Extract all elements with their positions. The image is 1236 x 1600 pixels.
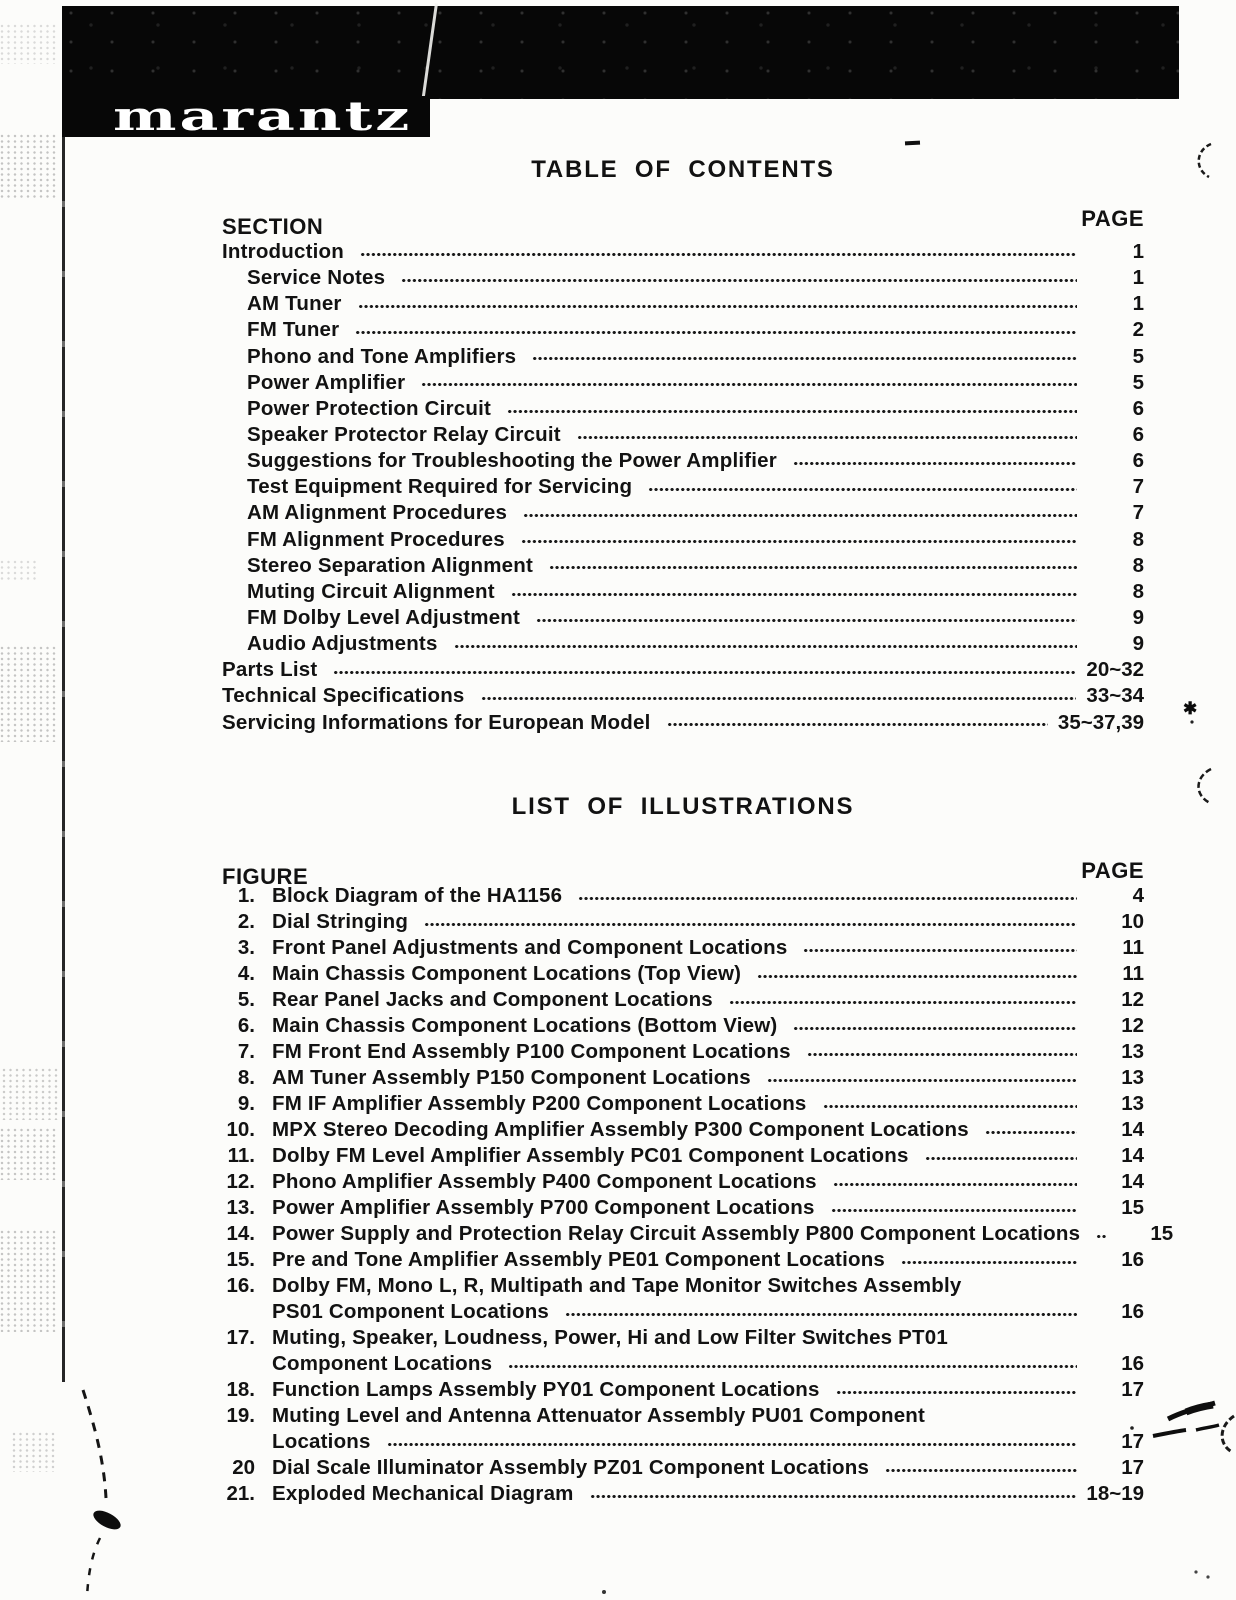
- figure-label: FM IF Amplifier Assembly P200 Component Locations: [272, 1092, 807, 1115]
- figure-page: 11: [1122, 936, 1144, 959]
- toc-row: [222, 449, 1144, 475]
- toc-row: [222, 345, 1144, 371]
- scan-scribble: [1168, 1403, 1215, 1419]
- figure-number: 9.: [237, 1092, 255, 1115]
- scan-curl-stroke: [83, 1390, 106, 1498]
- figure-page: 4: [1132, 884, 1144, 907]
- figure-label-continuation: Component Locations: [272, 1352, 493, 1375]
- dot-leader: [757, 974, 1077, 979]
- toc-row: [222, 423, 1144, 449]
- toc-entry-label: Audio Adjustments: [247, 632, 438, 656]
- dot-leader: [401, 278, 1077, 283]
- dot-leader: [836, 1390, 1077, 1395]
- header-band: [62, 6, 1179, 99]
- dot-leader: [901, 1260, 1077, 1265]
- dot-leader: [577, 435, 1077, 440]
- toc-entry-page: 8: [1132, 579, 1144, 603]
- toc-entry-label: Power Amplifier: [247, 370, 406, 394]
- figure-row: [222, 1378, 1144, 1404]
- toc-entry-page: 6: [1132, 422, 1144, 446]
- dot-leader: [1096, 1234, 1106, 1239]
- toc-entry-page: 1: [1132, 266, 1144, 290]
- toc-entry-page: 8: [1132, 527, 1144, 551]
- scan-noise-band: [0, 1128, 58, 1180]
- toc-entry-page: 9: [1132, 605, 1144, 629]
- toc-entry-label: Test Equipment Required for Servicing: [247, 475, 633, 499]
- scan-noise-band: [0, 1230, 58, 1332]
- toc-row: [222, 240, 1144, 266]
- dot-leader: [729, 1000, 1077, 1005]
- figure-label: Power Supply and Protection Relay Circuit Assembly P800 Component Locations: [272, 1222, 1081, 1245]
- figure-page: 16: [1121, 1352, 1144, 1375]
- figure-label: Exploded Mechanical Diagram: [272, 1482, 574, 1505]
- figure-number: 4.: [237, 962, 255, 985]
- figure-label: Muting Level and Antenna Attenuator Assembly PU01 Component: [272, 1404, 926, 1427]
- toc-row: [222, 397, 1144, 423]
- toc-entry-page: 7: [1132, 501, 1144, 525]
- dot-leader: [532, 356, 1077, 361]
- figure-number: 7.: [237, 1040, 255, 1063]
- dot-leader: [536, 618, 1077, 623]
- figure-entries: [222, 884, 1174, 1508]
- figure-row: [222, 1196, 1144, 1222]
- figure-row-continuation: [222, 1430, 1144, 1456]
- scan-noise-band: [12, 1432, 56, 1472]
- figure-page: 14: [1121, 1118, 1144, 1141]
- toc-entry-label: FM Alignment Procedures: [247, 527, 505, 551]
- toc-entry-page: 5: [1132, 370, 1144, 394]
- dot-leader: [424, 922, 1077, 927]
- figure-row: [222, 910, 1144, 936]
- figure-label: Rear Panel Jacks and Component Locations: [272, 988, 713, 1011]
- scan-speck: [1190, 720, 1193, 723]
- dot-leader: [549, 565, 1077, 570]
- figure-page: 18~19: [1086, 1482, 1144, 1505]
- toc-row: [222, 528, 1144, 554]
- dot-leader: [360, 252, 1077, 257]
- figure-row: [222, 1144, 1144, 1170]
- dot-leader: [507, 409, 1077, 414]
- toc-entry-page: 5: [1132, 344, 1144, 368]
- figure-number: 19.: [226, 1404, 255, 1427]
- toc-entry-page: 8: [1132, 553, 1144, 577]
- toc-entry-page: 6: [1132, 396, 1144, 420]
- figure-number: 21.: [226, 1482, 255, 1505]
- figure-page: 17: [1121, 1430, 1144, 1453]
- figure-page: 15: [1121, 1196, 1144, 1219]
- toc-row: [222, 684, 1144, 710]
- dot-leader: [358, 304, 1077, 309]
- figure-row: [222, 1092, 1144, 1118]
- toc-entry-label: Servicing Informations for European Model: [222, 710, 651, 734]
- toc-entry-label: Phono and Tone Amplifiers: [247, 344, 517, 368]
- dot-leader: [355, 330, 1077, 335]
- dot-leader: [421, 382, 1077, 387]
- figure-label: Dolby FM Level Amplifier Assembly PC01 Component Locations: [272, 1144, 909, 1167]
- figure-page: 12: [1121, 1014, 1144, 1037]
- dot-leader: [667, 722, 1048, 727]
- figure-page: 13: [1121, 1092, 1144, 1115]
- toc-row: [222, 606, 1144, 632]
- figure-row: [222, 884, 1144, 910]
- figure-number: 15.: [226, 1248, 255, 1271]
- figure-number: 8.: [237, 1066, 255, 1089]
- figure-number: 5.: [237, 988, 255, 1011]
- figure-page: 17: [1121, 1456, 1144, 1479]
- toc-entry-page: 9: [1132, 632, 1144, 656]
- scan-crescent-mark: [1222, 1416, 1234, 1452]
- toc-entry-page: 1: [1132, 240, 1144, 263]
- scan-scribble: [1186, 1405, 1213, 1412]
- figure-row: [222, 1066, 1144, 1092]
- scan-noise-band: [0, 134, 58, 198]
- toc-row: [222, 266, 1144, 292]
- toc-row: [222, 292, 1144, 318]
- figure-page: 16: [1121, 1300, 1144, 1323]
- dot-leader: [793, 461, 1077, 466]
- figure-page: 15: [1150, 1222, 1174, 1245]
- figure-row: [222, 1326, 1144, 1352]
- figure-page: 11: [1122, 962, 1144, 985]
- toc-row: [222, 658, 1144, 684]
- toc-col-page: PAGE: [1081, 206, 1144, 231]
- toc-row: [222, 501, 1144, 527]
- dot-leader: [648, 487, 1077, 492]
- figure-label: Block Diagram of the HA1156: [272, 884, 563, 907]
- figure-row: [222, 1222, 1174, 1248]
- dot-leader: [823, 1104, 1077, 1109]
- toc-entry-label: Introduction: [222, 240, 344, 263]
- figure-row: [222, 1014, 1144, 1040]
- dot-leader: [565, 1312, 1077, 1317]
- toc-entry-page: 7: [1132, 475, 1144, 499]
- brand-logo: [62, 92, 430, 140]
- figure-row: [222, 1118, 1144, 1144]
- figure-page: 10: [1121, 910, 1144, 933]
- scan-curl-stroke: [87, 1538, 100, 1598]
- toc-entry-label: Speaker Protector Relay Circuit: [247, 422, 561, 446]
- toc-entry-label: Technical Specifications: [222, 684, 465, 708]
- dot-leader: [454, 644, 1077, 649]
- figure-label: Pre and Tone Amplifier Assembly PE01 Component Locations: [272, 1248, 886, 1271]
- illustrations-col-figure: FIGURE: [222, 864, 309, 889]
- figure-number: 12.: [226, 1170, 255, 1193]
- scan-noise-band: [0, 646, 58, 742]
- toc-row: [222, 475, 1144, 501]
- figure-row-continuation: [222, 1352, 1144, 1378]
- figure-page: 16: [1121, 1248, 1144, 1271]
- figure-page: 12: [1121, 988, 1144, 1011]
- figure-row: [222, 988, 1144, 1014]
- dot-leader: [523, 513, 1077, 518]
- figure-label: Dial Scale Illuminator Assembly PZ01 Component Locations: [272, 1456, 870, 1479]
- figure-number: 1.: [237, 884, 255, 907]
- dot-leader: [803, 948, 1077, 953]
- toc-col-section: SECTION: [222, 214, 324, 239]
- scan-dash-mark: [905, 141, 920, 146]
- dot-leader: [985, 1130, 1077, 1135]
- figure-number: 13.: [226, 1196, 255, 1219]
- toc-entry-label: FM Dolby Level Adjustment: [247, 605, 521, 629]
- figure-row: [222, 1456, 1144, 1482]
- figure-page: 13: [1121, 1040, 1144, 1063]
- figure-number: 20: [232, 1456, 255, 1479]
- scan-crescent-mark: [1198, 769, 1211, 803]
- toc-entry-page: 33~34: [1086, 684, 1144, 708]
- toc-entry-label: Parts List: [222, 658, 318, 682]
- toc-row: [222, 554, 1144, 580]
- figure-number: 16.: [226, 1274, 255, 1297]
- dot-leader: [333, 670, 1076, 675]
- figure-label-continuation: Locations: [272, 1430, 371, 1453]
- scan-scribble: [1196, 1425, 1219, 1430]
- toc-row: [222, 371, 1144, 397]
- toc-entries: [222, 240, 1144, 737]
- scan-crescent-mark: [1199, 144, 1211, 177]
- dot-leader: [590, 1494, 1077, 1499]
- toc-entry-label: FM Tuner: [247, 318, 340, 342]
- dot-leader: [831, 1208, 1077, 1213]
- dot-leader: [387, 1442, 1077, 1447]
- dot-leader: [767, 1078, 1077, 1083]
- figure-label: Front Panel Adjustments and Component Locations: [272, 936, 788, 959]
- figure-label: AM Tuner Assembly P150 Component Locations: [272, 1066, 751, 1089]
- toc-entry-label: Muting Circuit Alignment: [247, 579, 495, 603]
- dot-leader: [481, 696, 1077, 701]
- figure-label: Dial Stringing: [272, 910, 409, 933]
- figure-number: 10.: [226, 1118, 255, 1141]
- figure-page: 14: [1121, 1170, 1144, 1193]
- figure-number: 18.: [226, 1378, 255, 1401]
- toc-entry-page: 6: [1132, 449, 1144, 473]
- toc-entry-label: AM Tuner: [247, 292, 342, 316]
- scan-noise-band: [0, 560, 36, 580]
- illustrations-block: [222, 858, 1174, 1508]
- figure-label: Power Amplifier Assembly P700 Component Locations: [272, 1196, 815, 1219]
- figure-label: Dolby FM, Mono L, R, Multipath and Tape Monitor Switches Assembly: [272, 1274, 962, 1297]
- figure-label: MPX Stereo Decoding Amplifier Assembly P300 Component Locations: [272, 1118, 969, 1141]
- toc-entry-label: Service Notes: [247, 266, 386, 290]
- figure-number: 3.: [237, 936, 255, 959]
- toc-block: [222, 206, 1144, 737]
- figure-label: Muting, Speaker, Loudness, Power, Hi and Low Filter Switches PT01: [272, 1326, 948, 1349]
- toc-entry-label: Stereo Separation Alignment: [247, 553, 533, 577]
- dot-leader: [793, 1026, 1077, 1031]
- illustrations-title: LIST OF ILLUSTRATIONS: [511, 793, 855, 820]
- figure-row: [222, 1274, 1144, 1300]
- figure-page: 13: [1121, 1066, 1144, 1089]
- figure-number: 2.: [237, 910, 255, 933]
- dot-leader: [521, 539, 1077, 544]
- figure-number: 6.: [237, 1014, 255, 1037]
- figure-label: Main Chassis Component Locations (Bottom View): [272, 1014, 778, 1037]
- toc-row: [222, 580, 1144, 606]
- figure-label: Function Lamps Assembly PY01 Component Locations: [272, 1378, 820, 1401]
- figure-row: [222, 1170, 1144, 1196]
- figure-label-continuation: PS01 Component Locations: [272, 1300, 550, 1323]
- toc-entry-page: 2: [1132, 318, 1144, 342]
- dot-leader: [925, 1156, 1077, 1161]
- toc-row: [222, 632, 1144, 658]
- scan-asterisk-mark: ✱: [1183, 699, 1198, 718]
- dot-leader: [511, 592, 1077, 597]
- toc-entry-page: 20~32: [1086, 658, 1144, 682]
- scan-ink-blob: [90, 1507, 123, 1533]
- brand-logo-text: marantz: [113, 92, 413, 140]
- figure-row: [222, 1248, 1144, 1274]
- scan-noise-band: [0, 24, 56, 64]
- toc-title: TABLE OF CONTENTS: [531, 156, 835, 183]
- figure-number: 11.: [227, 1144, 255, 1167]
- scan-speck: [1206, 1575, 1209, 1578]
- figure-page: 17: [1121, 1378, 1144, 1401]
- dot-leader: [833, 1182, 1077, 1187]
- figure-page: 14: [1121, 1144, 1144, 1167]
- figure-row: [222, 936, 1144, 962]
- toc-entry-page: 35~37,39: [1057, 710, 1144, 734]
- scan-speck: [602, 1590, 606, 1594]
- dot-leader: [885, 1468, 1077, 1473]
- scan-speck: [1194, 1570, 1197, 1573]
- dot-leader: [508, 1364, 1077, 1369]
- figure-row-continuation: [222, 1300, 1144, 1326]
- figure-row: [222, 962, 1144, 988]
- figure-label: Main Chassis Component Locations (Top View): [272, 962, 742, 985]
- toc-entry-label: Suggestions for Troubleshooting the Power Amplifier: [247, 449, 777, 473]
- figure-row: [222, 1404, 1144, 1430]
- figure-number: 17.: [226, 1326, 255, 1349]
- figure-row: [222, 1482, 1144, 1508]
- figure-label: FM Front End Assembly P100 Component Locations: [272, 1040, 791, 1063]
- toc-entry-label: AM Alignment Procedures: [247, 501, 508, 525]
- figure-label: Phono Amplifier Assembly P400 Component Locations: [272, 1170, 817, 1193]
- toc-row: [222, 711, 1144, 737]
- scan-page-edge-line: [62, 137, 65, 1382]
- illustrations-col-page: PAGE: [1081, 858, 1144, 883]
- illustrations-column-headers: [222, 858, 1144, 889]
- toc-row: [222, 318, 1144, 344]
- toc-entry-label: Power Protection Circuit: [247, 396, 492, 420]
- dot-leader: [578, 896, 1077, 901]
- toc-column-headers: [222, 206, 1144, 240]
- scan-crease: [421, 3, 438, 102]
- figure-number: 14.: [226, 1222, 255, 1245]
- scan-scribble: [1153, 1430, 1186, 1436]
- scan-noise-band: [2, 1068, 58, 1120]
- dot-leader: [807, 1052, 1077, 1057]
- figure-row: [222, 1040, 1144, 1066]
- toc-entry-page: 1: [1132, 292, 1144, 316]
